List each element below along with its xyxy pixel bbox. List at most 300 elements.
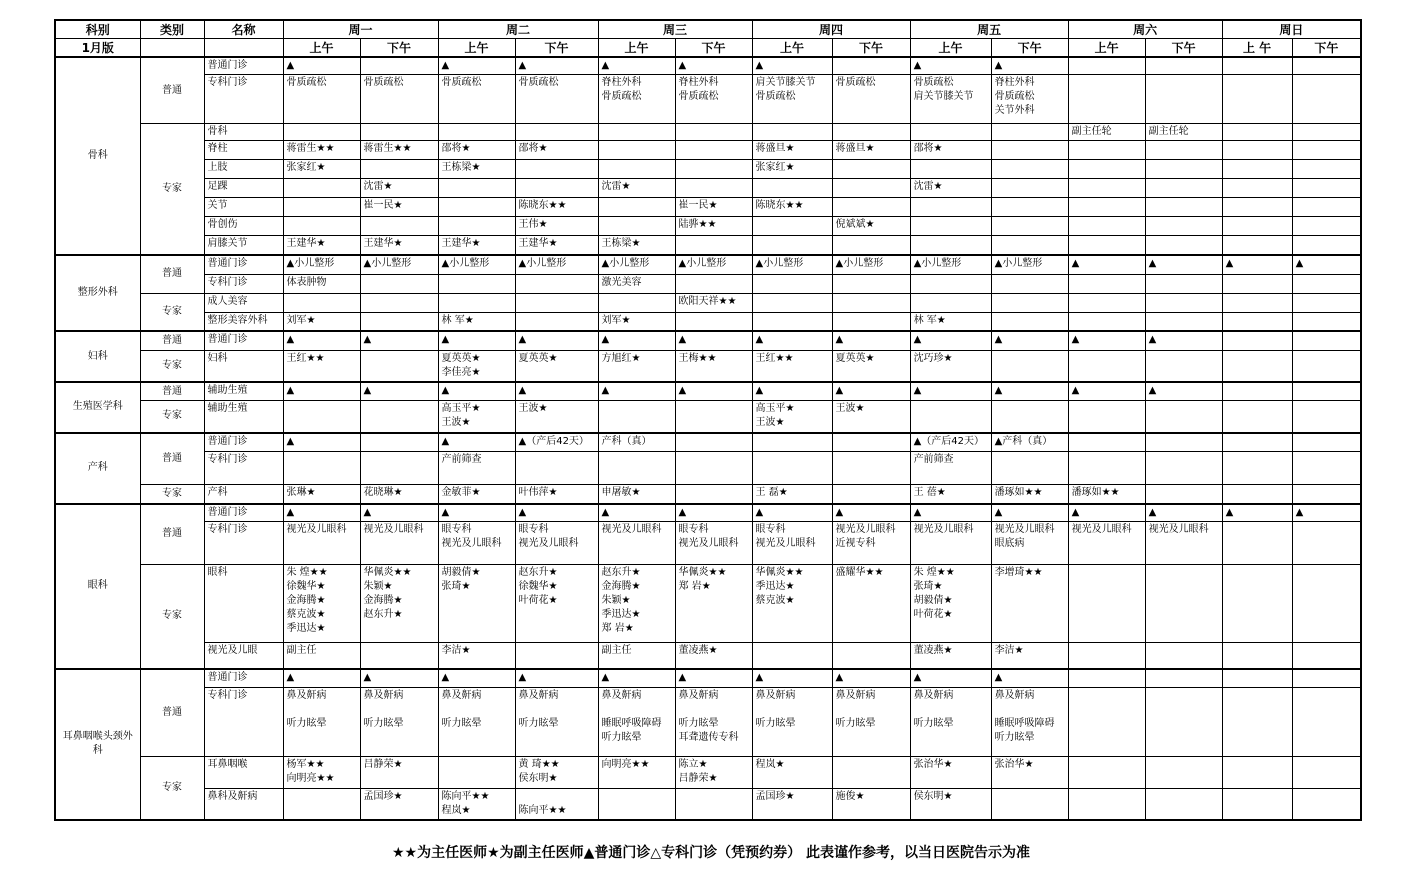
schedule-cell [991, 293, 1068, 312]
schedule-cell: 视光及儿眼科 [598, 521, 675, 564]
schedule-cell: ▲ [283, 669, 360, 688]
schedule-cell [598, 198, 675, 217]
header-pm: 下午 [832, 39, 910, 58]
schedule-cell [438, 179, 515, 198]
schedule-cell: 李增琦★★ [991, 564, 1068, 642]
schedule-cell [1292, 452, 1361, 485]
schedule-cell: 视光及儿眼科 [910, 521, 991, 564]
schedule-cell: ▲ [438, 433, 515, 452]
schedule-cell [675, 274, 752, 293]
schedule-cell: ▲小儿整形 [832, 255, 910, 274]
header-wednesday: 周三 [598, 20, 752, 39]
schedule-cell: ▲ [283, 57, 360, 75]
schedule-cell: ▲ [910, 382, 991, 401]
schedule-cell [832, 293, 910, 312]
schedule-cell: 视光及儿眼科 眼底病 [991, 521, 1068, 564]
schedule-cell: 陈立★ 吕静荣★ [675, 757, 752, 788]
schedule-cell [752, 433, 832, 452]
schedule-cell [832, 452, 910, 485]
table-row [55, 293, 1361, 312]
schedule-cell: 蒋盛旦★ [752, 141, 832, 160]
schedule-cell: ▲ [910, 331, 991, 350]
schedule-cell: 潘琢如★★ [1068, 485, 1145, 504]
schedule-cell: ▲（产后42天） [515, 433, 598, 452]
table-row [55, 452, 1361, 485]
schedule-cell [1292, 331, 1361, 350]
schedule-cell: ▲ [675, 669, 752, 688]
schedule-cell: 骨质疏松 [360, 75, 438, 124]
schedule-cell [1292, 236, 1361, 255]
schedule-cell [832, 160, 910, 179]
schedule-cell [598, 788, 675, 820]
schedule-cell [1068, 757, 1145, 788]
schedule-cell [1222, 643, 1292, 669]
table-row [55, 433, 1361, 452]
schedule-cell [1222, 236, 1292, 255]
schedule-cell [1068, 160, 1145, 179]
schedule-cell [1292, 293, 1361, 312]
header-am: 上午 [438, 39, 515, 58]
clinic-name-cell: 专科门诊 [204, 688, 283, 757]
header-pm: 下午 [515, 39, 598, 58]
schedule-cell: 申屠敏★ [598, 485, 675, 504]
schedule-cell [1145, 57, 1222, 75]
schedule-cell: 陆骅★★ [675, 217, 752, 236]
schedule-cell: 朱 煌★★ 张琦★ 胡毅倩★ 叶荷花★ [910, 564, 991, 642]
schedule-cell: 视光及儿眼科 [283, 521, 360, 564]
clinic-name-cell: 专科门诊 [204, 452, 283, 485]
schedule-cell [438, 293, 515, 312]
schedule-cell [752, 274, 832, 293]
schedule-cell: ▲小儿整形 [598, 255, 675, 274]
schedule-cell: 视光及儿眼科 近视专科 [832, 521, 910, 564]
schedule-cell [1292, 521, 1361, 564]
schedule-cell: 王 蓓★ [910, 485, 991, 504]
schedule-cell: 邵将★ [910, 141, 991, 160]
header-category: 类别 [140, 20, 204, 39]
schedule-cell [1145, 312, 1222, 331]
schedule-cell [832, 198, 910, 217]
schedule-cell: ▲ [360, 382, 438, 401]
schedule-cell: ▲ [752, 57, 832, 75]
schedule-cell: 李洁★ [991, 643, 1068, 669]
schedule-cell: 眼专科 视光及儿眼科 [438, 521, 515, 564]
schedule-cell: 骨质疏松 肩关节膝关节 [910, 75, 991, 124]
clinic-name-cell: 骨创伤 [204, 217, 283, 236]
schedule-cell [675, 312, 752, 331]
schedule-cell: 张家红★ [752, 160, 832, 179]
schedule-cell: 张治华★ [910, 757, 991, 788]
schedule-cell: ▲ [1145, 255, 1222, 274]
schedule-cell: 视光及儿眼科 [360, 521, 438, 564]
clinic-name-cell: 足踝 [204, 179, 283, 198]
schedule-cell [910, 198, 991, 217]
schedule-cell: 王波★ [832, 401, 910, 433]
schedule-cell [1068, 312, 1145, 331]
table-row [55, 564, 1361, 642]
schedule-cell [1222, 293, 1292, 312]
category-cell: 专家 [140, 564, 204, 668]
schedule-cell [991, 124, 1068, 141]
schedule-cell [598, 401, 675, 433]
schedule-cell [598, 217, 675, 236]
schedule-cell [1222, 485, 1292, 504]
schedule-cell: 王红★★ [752, 350, 832, 382]
schedule-cell: 沈雷★ [360, 179, 438, 198]
schedule-cell: 陈向平★★ [515, 788, 598, 820]
schedule-cell [832, 485, 910, 504]
clinic-name-cell: 妇科 [204, 350, 283, 382]
schedule-cell: 脊柱外科 骨质疏松 [598, 75, 675, 124]
schedule-cell [1292, 433, 1361, 452]
schedule-cell: 陈晓东★★ [752, 198, 832, 217]
schedule-cell [1292, 788, 1361, 820]
schedule-cell [910, 236, 991, 255]
schedule-cell: 王梅★★ [675, 350, 752, 382]
schedule-cell [1068, 274, 1145, 293]
department-cell: 妇科 [55, 331, 140, 382]
schedule-cell [283, 293, 360, 312]
table-header [55, 20, 1361, 57]
schedule-cell: 叶伟萍★ [515, 485, 598, 504]
category-cell: 普通 [140, 57, 204, 124]
header-pm: 下午 [1145, 39, 1222, 58]
schedule-cell: 吕静荣★ [360, 757, 438, 788]
schedule-cell: 副主任轮 [1068, 124, 1145, 141]
clinic-name-cell: 成人美容 [204, 293, 283, 312]
table-row [55, 350, 1361, 382]
schedule-cell: ▲ [283, 504, 360, 522]
header-empty [140, 39, 204, 58]
schedule-cell [360, 124, 438, 141]
clinic-name-cell: 关节 [204, 198, 283, 217]
clinic-name-cell: 专科门诊 [204, 521, 283, 564]
table-row [55, 255, 1361, 274]
schedule-cell: ▲ [598, 669, 675, 688]
header-friday: 周五 [910, 20, 1068, 39]
schedule-cell: 孟国珍★ [752, 788, 832, 820]
schedule-cell: ▲ [438, 504, 515, 522]
schedule-cell: ▲ [598, 57, 675, 75]
schedule-cell: ▲ [991, 504, 1068, 522]
schedule-cell: 鼻及鼾病 听力眩晕 [360, 688, 438, 757]
schedule-cell [283, 788, 360, 820]
schedule-cell [360, 160, 438, 179]
schedule-cell: 鼻及鼾病 睡眠呼吸障碍 听力眩晕 [991, 688, 1068, 757]
schedule-cell [1068, 350, 1145, 382]
table-row [55, 312, 1361, 331]
schedule-cell: 胡毅倩★ 张琦★ [438, 564, 515, 642]
schedule-cell [283, 401, 360, 433]
schedule-cell [1068, 401, 1145, 433]
schedule-cell [991, 350, 1068, 382]
table-row [55, 485, 1361, 504]
schedule-cell: 视光及儿眼科 [1068, 521, 1145, 564]
schedule-cell: ▲ [752, 382, 832, 401]
table-row [55, 274, 1361, 293]
schedule-cell [1068, 75, 1145, 124]
schedule-cell: 林 军★ [910, 312, 991, 331]
schedule-cell [1292, 688, 1361, 757]
schedule-cell: 高玉平★ 王波★ [752, 401, 832, 433]
schedule-cell: 华佩炎★★ 朱颖★ 金海腾★ 赵东升★ [360, 564, 438, 642]
clinic-name-cell: 耳鼻咽喉 [204, 757, 283, 788]
schedule-cell: 杨军★★ 向明亮★★ [283, 757, 360, 788]
schedule-cell [991, 179, 1068, 198]
schedule-cell [1068, 236, 1145, 255]
schedule-cell [1145, 485, 1222, 504]
schedule-cell [360, 274, 438, 293]
schedule-cell [991, 401, 1068, 433]
schedule-cell: 眼专科 视光及儿眼科 [515, 521, 598, 564]
table-row [55, 236, 1361, 255]
schedule-cell: ▲ [360, 669, 438, 688]
category-cell: 专家 [140, 293, 204, 331]
schedule-cell [1068, 643, 1145, 669]
schedule-cell: 眼专科 视光及儿眼科 [752, 521, 832, 564]
table-row [55, 198, 1361, 217]
schedule-cell [752, 236, 832, 255]
schedule-cell [1145, 274, 1222, 293]
schedule-cell [1222, 564, 1292, 642]
schedule-cell [675, 236, 752, 255]
schedule-cell [1222, 124, 1292, 141]
clinic-name-cell: 辅助生殖 [204, 382, 283, 401]
schedule-cell [832, 757, 910, 788]
schedule-cell [1222, 274, 1292, 293]
schedule-cell [1068, 669, 1145, 688]
schedule-cell [1222, 433, 1292, 452]
schedule-cell [1222, 217, 1292, 236]
schedule-cell [1068, 293, 1145, 312]
schedule-cell: ▲ [752, 331, 832, 350]
schedule-cell [910, 160, 991, 179]
header-pm: 下午 [991, 39, 1068, 58]
category-cell: 专家 [140, 401, 204, 433]
table-row [55, 401, 1361, 433]
header-saturday: 周六 [1068, 20, 1222, 39]
clinic-name-cell: 普通门诊 [204, 504, 283, 522]
header-name: 名称 [204, 20, 283, 39]
schedule-cell: ▲ [438, 382, 515, 401]
schedule-cell: 王红★★ [283, 350, 360, 382]
schedule-cell: 鼻及鼾病 听力眩晕 [752, 688, 832, 757]
schedule-cell: ▲ [675, 57, 752, 75]
schedule-cell [1292, 564, 1361, 642]
schedule-cell [1068, 198, 1145, 217]
schedule-cell: ▲ [675, 504, 752, 522]
schedule-cell: 金敏菲★ [438, 485, 515, 504]
schedule-cell: 王建华★ [360, 236, 438, 255]
schedule-cell: ▲ [1068, 331, 1145, 350]
schedule-cell [1145, 141, 1222, 160]
schedule-cell: ▲ [991, 331, 1068, 350]
clinic-name-cell: 骨科 [204, 124, 283, 141]
schedule-cell: 王建华★ [283, 236, 360, 255]
clinic-name-cell: 眼科 [204, 564, 283, 642]
schedule-cell [1068, 179, 1145, 198]
schedule-cell: 董凌燕★ [675, 643, 752, 669]
schedule-cell [910, 274, 991, 293]
schedule-cell: 崔一民★ [675, 198, 752, 217]
schedule-cell [1222, 669, 1292, 688]
department-cell: 整形外科 [55, 255, 140, 331]
schedule-cell: 王栋梁★ [598, 236, 675, 255]
clinic-name-cell: 视光及儿眼 [204, 643, 283, 669]
schedule-cell [1222, 401, 1292, 433]
clinic-name-cell: 上肢 [204, 160, 283, 179]
schedule-cell: ▲ [832, 669, 910, 688]
schedule-cell: ▲（产后42天） [910, 433, 991, 452]
schedule-cell: ▲ [515, 669, 598, 688]
schedule-cell: ▲ [910, 504, 991, 522]
schedule-cell [1068, 564, 1145, 642]
category-cell: 专家 [140, 485, 204, 504]
schedule-cell: ▲ [1068, 504, 1145, 522]
schedule-cell [1145, 669, 1222, 688]
schedule-cell: 方旭红★ [598, 350, 675, 382]
schedule-cell [991, 452, 1068, 485]
schedule-cell: ▲ [675, 382, 752, 401]
schedule-cell [1222, 382, 1292, 401]
schedule-cell [1145, 75, 1222, 124]
header-am: 上午 [598, 39, 675, 58]
schedule-cell [1292, 350, 1361, 382]
category-cell: 普通 [140, 669, 204, 757]
schedule-cell [1145, 293, 1222, 312]
schedule-cell [1292, 141, 1361, 160]
schedule-cell: ▲ [752, 669, 832, 688]
schedule-cell: ▲ [598, 331, 675, 350]
schedule-cell: 夏英英★ [515, 350, 598, 382]
schedule-cell [1068, 688, 1145, 757]
schedule-cell [515, 179, 598, 198]
table-row [55, 382, 1361, 401]
schedule-cell [1222, 452, 1292, 485]
schedule-cell: 夏英英★ [832, 350, 910, 382]
schedule-cell [1292, 485, 1361, 504]
schedule-cell [1145, 433, 1222, 452]
schedule-cell [598, 160, 675, 179]
header-am: 上午 [283, 39, 360, 58]
schedule-cell [360, 312, 438, 331]
schedule-cell [675, 160, 752, 179]
schedule-cell [1068, 217, 1145, 236]
schedule-cell: 黄 琦★★ 侯东明★ [515, 757, 598, 788]
schedule-cell [515, 312, 598, 331]
schedule-cell [1292, 274, 1361, 293]
schedule-cell: 赵东升★ 徐魏华★ 叶荷花★ [515, 564, 598, 642]
schedule-cell [832, 124, 910, 141]
schedule-cell: 施俊★ [832, 788, 910, 820]
clinic-name-cell: 整形美容外科 [204, 312, 283, 331]
category-cell: 普通 [140, 382, 204, 401]
outpatient-schedule-table [54, 19, 1362, 821]
schedule-cell [1292, 75, 1361, 124]
schedule-cell [1145, 160, 1222, 179]
clinic-name-cell: 鼻科及鼾病 [204, 788, 283, 820]
schedule-cell [1292, 401, 1361, 433]
schedule-cell: 王伟★ [515, 217, 598, 236]
schedule-cell [360, 217, 438, 236]
schedule-cell [832, 643, 910, 669]
schedule-cell: 激光美容 [598, 274, 675, 293]
header-pm: 下午 [675, 39, 752, 58]
schedule-cell: ▲ [910, 57, 991, 75]
schedule-cell [910, 401, 991, 433]
schedule-cell: ▲小儿整形 [675, 255, 752, 274]
schedule-cell: ▲ [598, 504, 675, 522]
schedule-cell: ▲ [1222, 255, 1292, 274]
schedule-cell [752, 293, 832, 312]
schedule-cell: 鼻及鼾病 听力眩晕 [910, 688, 991, 757]
schedule-cell: 骨质疏松 [283, 75, 360, 124]
schedule-cell [832, 433, 910, 452]
schedule-cell [515, 274, 598, 293]
category-cell: 普通 [140, 504, 204, 565]
schedule-cell: 蒋雷生★★ [360, 141, 438, 160]
header-sunday: 周日 [1222, 20, 1361, 39]
schedule-cell [598, 293, 675, 312]
schedule-cell: ▲ [832, 382, 910, 401]
schedule-cell [1222, 75, 1292, 124]
schedule-cell [675, 141, 752, 160]
schedule-cell [1292, 382, 1361, 401]
schedule-cell [991, 198, 1068, 217]
category-cell: 普通 [140, 433, 204, 485]
schedule-cell: 潘琢如★★ [991, 485, 1068, 504]
category-cell: 专家 [140, 124, 204, 255]
schedule-cell: 沈雷★ [598, 179, 675, 198]
schedule-cell: ▲ [438, 331, 515, 350]
schedule-cell: ▲ [438, 57, 515, 75]
schedule-cell [283, 198, 360, 217]
schedule-cell [1068, 141, 1145, 160]
schedule-cell: ▲ [1222, 504, 1292, 522]
legend-note: ★★为主任医师★为副主任医师▲普通门诊△专科门诊（凭预约券） 此表谨作参考，以当日医院告示为准 [391, 845, 1031, 861]
schedule-cell [832, 57, 910, 75]
schedule-cell [1222, 57, 1292, 75]
department-cell: 骨科 [55, 57, 140, 255]
schedule-cell [1145, 198, 1222, 217]
schedule-cell [1068, 452, 1145, 485]
schedule-cell: 花晓琳★ [360, 485, 438, 504]
schedule-cell: 视光及儿眼科 [1145, 521, 1222, 564]
schedule-cell: 林 军★ [438, 312, 515, 331]
schedule-cell: 侯东明★ [910, 788, 991, 820]
schedule-cell: 刘军★ [283, 312, 360, 331]
schedule-cell: ▲ [515, 331, 598, 350]
schedule-cell: ▲ [438, 669, 515, 688]
header-am: 上午 [752, 39, 832, 58]
schedule-cell: 张家红★ [283, 160, 360, 179]
schedule-cell: 体表肿物 [283, 274, 360, 293]
schedule-cell: 王栋梁★ [438, 160, 515, 179]
schedule-cell: 鼻及鼾病 听力眩晕 [438, 688, 515, 757]
schedule-cell: 高玉平★ 王波★ [438, 401, 515, 433]
schedule-cell: 王建华★ [438, 236, 515, 255]
schedule-cell [1222, 788, 1292, 820]
schedule-cell [1145, 179, 1222, 198]
schedule-cell: ▲ [515, 504, 598, 522]
schedule-cell [360, 433, 438, 452]
schedule-cell [360, 293, 438, 312]
clinic-name-cell: 脊柱 [204, 141, 283, 160]
schedule-cell: ▲ [1068, 382, 1145, 401]
schedule-cell: ▲ [991, 669, 1068, 688]
table-row [55, 688, 1361, 757]
schedule-cell: 鼻及鼾病 听力眩晕 [283, 688, 360, 757]
